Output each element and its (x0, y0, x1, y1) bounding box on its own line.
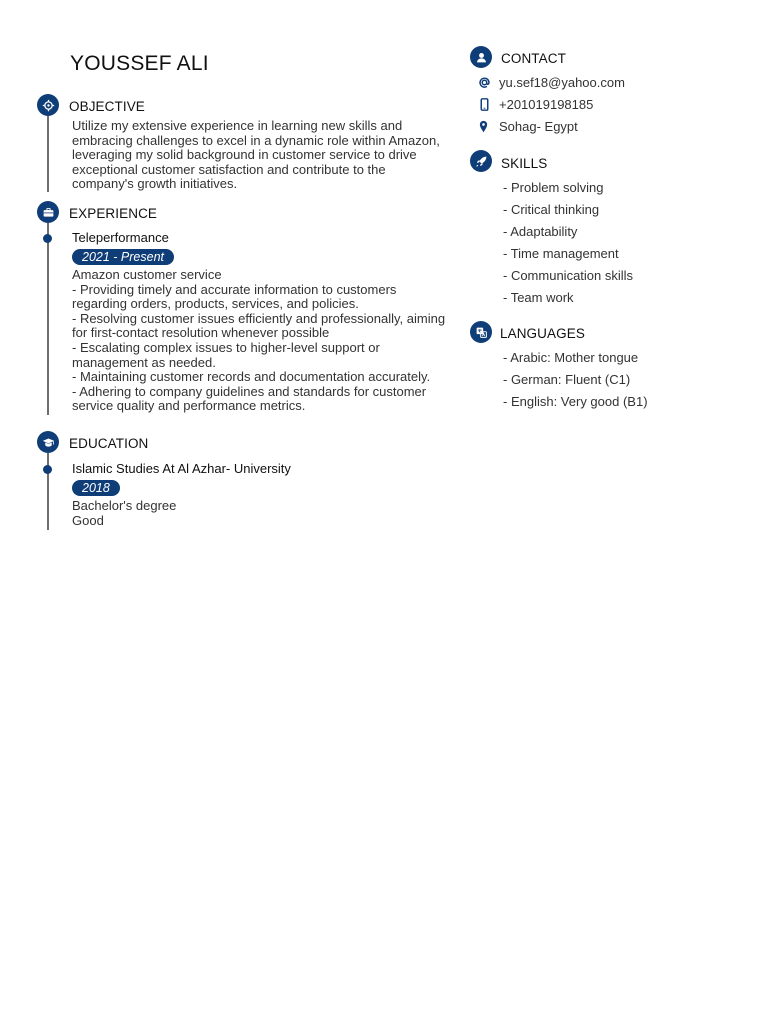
phone-icon (477, 97, 491, 111)
objective-title: OBJECTIVE (69, 99, 145, 114)
experience-line: regarding orders, products, services, and policies. (72, 296, 359, 312)
candidate-name: YOUSSEF ALI (70, 52, 209, 75)
education-line: Bachelor's degree (72, 498, 177, 513)
contact-phone[interactable]: +201019198185 (499, 97, 594, 112)
briefcase-icon (37, 201, 59, 223)
skill-item: - Critical thinking (503, 202, 600, 217)
objective-text (72, 119, 467, 192)
experience-line: service quality and performance metrics. (72, 398, 306, 414)
skill-item: - Communication skills (503, 268, 634, 283)
languages-list (503, 350, 648, 416)
education-details (72, 499, 176, 528)
experience-dot (43, 234, 52, 243)
objective-line: embracing challenges to excel in a dynamic role within Amazon, (72, 132, 440, 148)
experience-company: Teleperformance (72, 230, 169, 245)
experience-line: - Adhering to company guidelines and standards for customer (72, 383, 427, 399)
languages-title: LANGUAGES (500, 326, 585, 341)
experience-line: management as needed. (72, 354, 216, 370)
objective-line: exceptional customer satisfaction and contribute to the (72, 161, 386, 177)
skill-item: - Adaptability (503, 224, 578, 239)
translate-icon (470, 321, 492, 343)
rocket-icon (470, 150, 492, 172)
education-school: Islamic Studies At Al Azhar- University (72, 461, 291, 476)
skill-item: - Problem solving (503, 180, 604, 195)
contact-email[interactable]: yu.sef18@yahoo.com (499, 75, 625, 90)
education-title: EDUCATION (69, 436, 149, 451)
user-icon (470, 46, 492, 68)
language-item: - English: Very good (B1) (503, 394, 648, 409)
contact-title: CONTACT (501, 51, 566, 66)
skills-list (503, 180, 633, 312)
location-pin-icon (476, 119, 490, 133)
education-line: Good (72, 512, 104, 528)
experience-timeline (47, 223, 49, 415)
skills-title: SKILLS (501, 156, 548, 171)
experience-line: - Escalating complex issues to higher-level support or (72, 339, 380, 355)
experience-line: Amazon customer service (72, 267, 222, 282)
experience-description (72, 268, 467, 414)
objective-timeline (47, 116, 49, 192)
contact-location: Sohag- Egypt (499, 119, 578, 134)
skill-item: - Team work (503, 290, 574, 305)
experience-line: for first-contact resolution whenever possible (72, 325, 330, 341)
graduation-cap-icon (37, 431, 59, 453)
experience-line: - Resolving customer issues efficiently and professionally, aiming (72, 310, 446, 326)
objective-line: leveraging my solid background in customer service to drive (72, 147, 417, 163)
experience-line: - Maintaining customer records and documentation accurately. (72, 369, 431, 385)
experience-title: EXPERIENCE (69, 206, 158, 221)
language-item: - Arabic: Mother tongue (503, 350, 639, 365)
language-item: - German: Fluent (C1) (503, 372, 631, 387)
education-year-badge: 2018 (72, 480, 120, 496)
objective-line: company's growth initiatives. (72, 176, 238, 192)
at-icon (477, 75, 491, 89)
experience-period-badge: 2021 - Present (72, 249, 174, 265)
education-dot (43, 465, 52, 474)
target-icon (37, 94, 59, 116)
skill-item: - Time management (503, 246, 619, 261)
experience-line: - Providing timely and accurate information to customers (72, 281, 397, 297)
objective-line: Utilize my extensive experience in learning new skills and (72, 118, 403, 133)
